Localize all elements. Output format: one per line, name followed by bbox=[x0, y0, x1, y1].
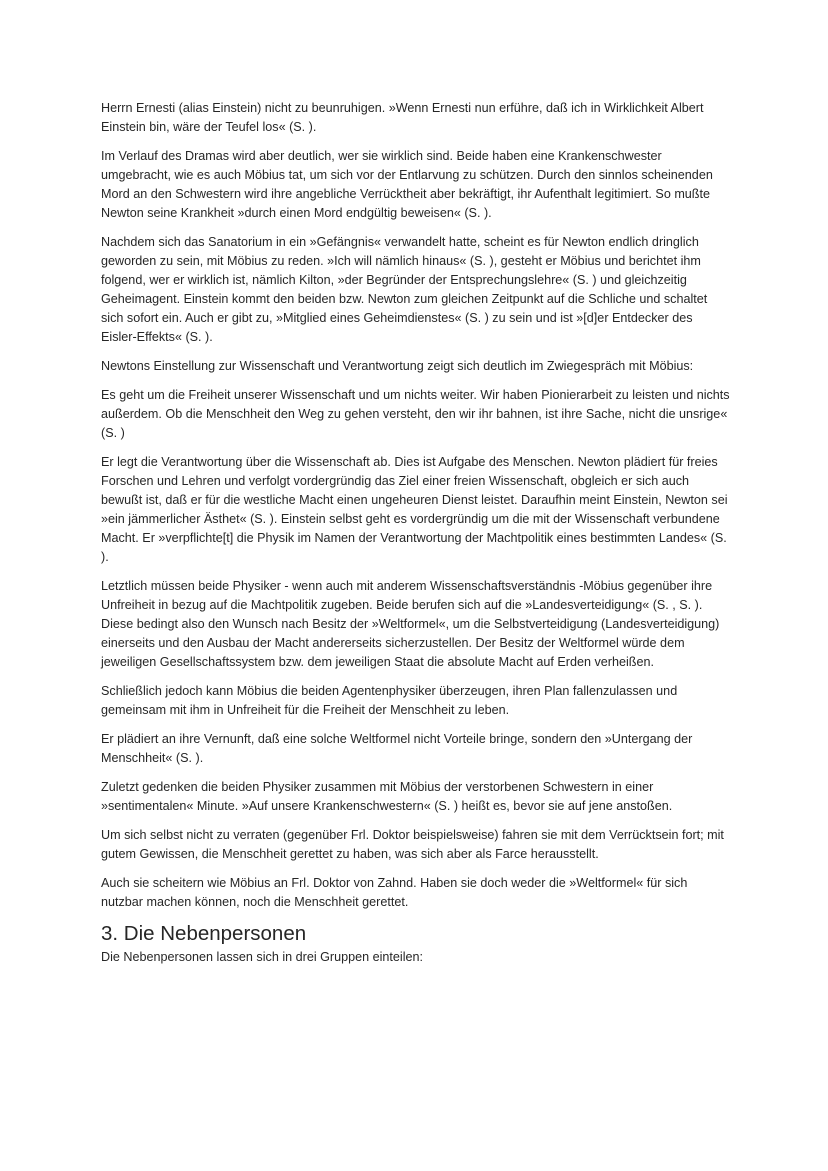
paragraph-verruecktsein: Um sich selbst nicht zu verraten (gegenüber Frl. Doktor beispielsweise) fahren sie mit dem Verrücktsein fort; mit gutem Gewissen, die Menschheit gerettet zu haben, was sich aber als Farce herausstellt. bbox=[101, 828, 724, 861]
paragraph-scheitern: Auch sie scheitern wie Möbius an Frl. Doktor von Zahnd. Haben sie doch weder die »Weltformel« für sich nutzbar machen können, noch die Menschheit gerettet. bbox=[101, 876, 688, 909]
section-heading: 3. Die Nebenpersonen bbox=[101, 922, 307, 945]
paragraph-newtons-einstellung: Newtons Einstellung zur Wissenschaft und Verantwortung zeigt sich deutlich im Zwiegespräch mit Möbius: bbox=[101, 359, 694, 373]
paragraph-schwestern-gedenken: Zuletzt gedenken die beiden Physiker zusammen mit Möbius der verstorbenen Schwestern in einer »sentimentalen« Minute. »Auf unsere Krankenschwestern« (S. ) heißt es, bevor sie auf jene anstoßen. bbox=[101, 780, 673, 813]
paragraph-landesverteidigung: Letztlich müssen beide Physiker - wenn auch mit anderem Wissenschaftsverständnis -Möbius gegenüber ihre Unfreiheit in bezug auf die Machtpolitik zugeben. Beide berufen sich auf die »Landesverteidigung« (S. , S. ). Diese bedingt also den Wunsch nach Besitz der »Weltformel«, um die Selbstverteidigung (Landesverteidigung) einerseits und den Ausbau der Macht andererseits sicherzustellen. Der Besitz der Weltformel würde dem jeweiligen Gesellschaftssystem bzw. dem jeweiligen Staat die absolute Macht auf Erden verheißen. bbox=[101, 579, 720, 669]
paragraph-sanatorium-gefaengnis: Nachdem sich das Sanatorium in ein »Gefängnis« verwandelt hatte, scheint es für Newton endlich dringlich geworden zu sein, mit Möbius zu reden. »Ich will nämlich hinaus« (S. ), gesteht er Möbius und berichtet ihm folgend, wer er wirklich ist, nämlich Kilton, »der Begründer der Entsprechungslehre« (S. ) und gleichzeitig Geheimagent. Einstein kommt den beiden bzw. Newton zum gleichen Zeitpunkt auf die Schliche und schaltet sich sofort ein. Auch er gibt zu, »Mitglied eines Geheimdienstes« (S. ) zu sein und ist »[d]er Entdecker des Eisler-Effekts« (S. ). bbox=[101, 235, 708, 344]
paragraph-einstein-alias: Herrn Ernesti (alias Einstein) nicht zu beunruhigen. »Wenn Ernesti nun erführe, daß ich in Wirklichkeit Albert Einstein bin, wäre der Teufel los« (S. ). bbox=[101, 101, 704, 134]
paragraph-agentenphysiker: Schließlich jedoch kann Möbius die beiden Agentenphysiker überzeugen, ihren Plan fallenzulassen und gemeinsam mit ihm in Unfreiheit für die Freiheit der Menschheit zu leben. bbox=[101, 684, 678, 717]
paragraph-quote-freiheit: Es geht um die Freiheit unserer Wissenschaft und um nichts weiter. Wir haben Pionierarbeit zu leisten und nichts außerdem. Ob die Menschheit den Weg zu gehen versteht, den wir ihr bahnen, ist ihre Sache, nicht die unsrige« (S. ) bbox=[101, 388, 730, 440]
document-page bbox=[101, 99, 731, 977]
paragraph-verlauf-des-dramas: Im Verlauf des Dramas wird aber deutlich, wer sie wirklich sind. Beide haben eine Krankenschwester umgebracht, wie es auch Möbius tat, um sich vor der Entlarvung zu schützen. Durch den sinnlos scheinenden Mord an den Schwestern wird ihre angebliche Verrücktheit aber bekräftigt, ihr Aufenthalt legitimiert. So mußte Newton seine Krankheit »durch einen Mord endgültig beweisen« (S. ). bbox=[101, 149, 713, 220]
paragraph-vernunft: Er plädiert an ihre Vernunft, daß eine solche Weltformel nicht Vorteile bringe, sondern den »Untergang der Menschheit« (S. ). bbox=[101, 732, 693, 765]
paragraph-verantwortung: Er legt die Verantwortung über die Wissenschaft ab. Dies ist Aufgabe des Menschen. Newton plädiert für freies Forschen und Lehren und verfolgt vordergründig das Ziel einer freien Wissenschaft, obgleich er sich auch bewußt ist, daß er für die westliche Macht einen ungeheuren Dienst leistet. Daraufhin meint Einstein, Newton sei »ein jämmerlicher Ästhet« (S. ). Einstein selbst geht es vordergründig um die mit der Wissenschaft verbundene Macht. Er »verpflichte[t] die Physik im Namen der Verantwortung der Machtpolitik eines bestimmten Landes« (S. ). bbox=[101, 455, 728, 564]
section-intro: Die Nebenpersonen lassen sich in drei Gruppen einteilen: bbox=[101, 950, 424, 964]
